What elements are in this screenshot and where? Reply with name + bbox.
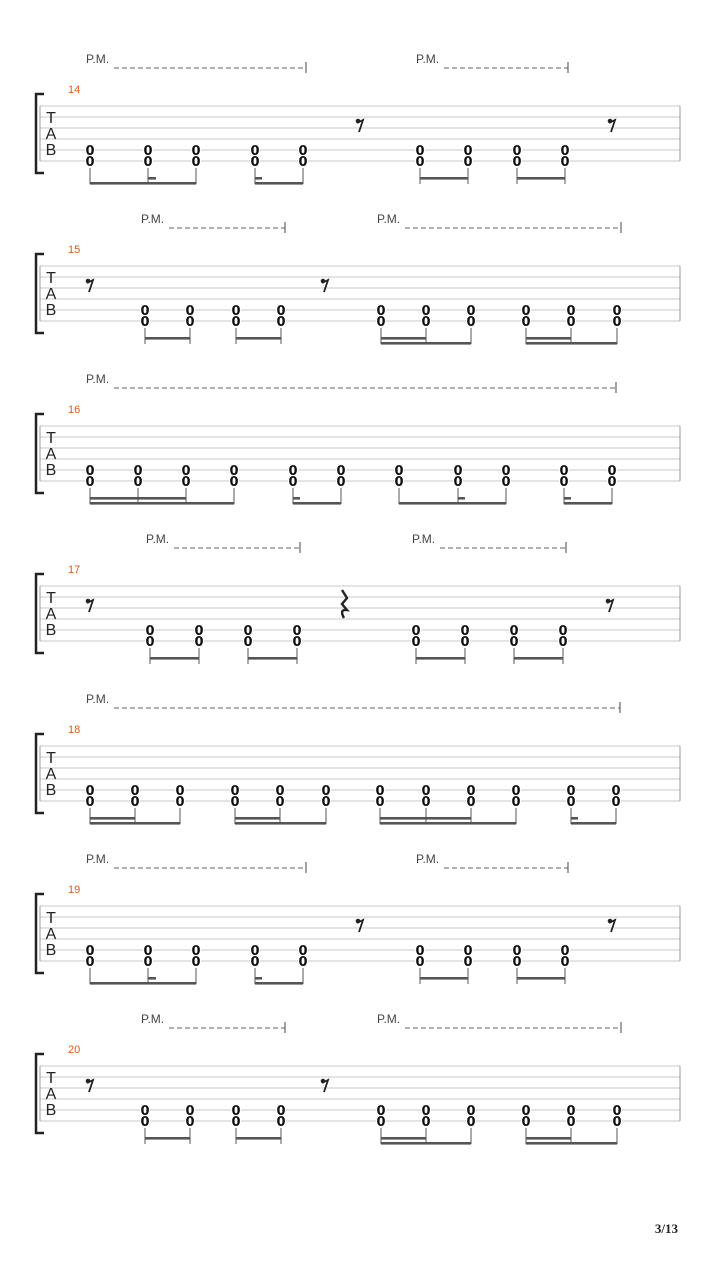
tab-clef-b: B bbox=[45, 1102, 57, 1119]
tab-clef-a: A bbox=[45, 1086, 57, 1103]
beam-secondary bbox=[145, 337, 190, 340]
fret-number: 0 bbox=[231, 315, 241, 330]
fret-number: 0 bbox=[612, 1104, 622, 1119]
fret-number: 0 bbox=[558, 624, 568, 639]
fret-number: 0 bbox=[276, 315, 286, 330]
fret-number: 0 bbox=[376, 1104, 386, 1119]
fret-number: 0 bbox=[185, 304, 195, 319]
eighth-rest-stem bbox=[87, 280, 93, 292]
beam-group bbox=[394, 463, 511, 505]
beam-primary bbox=[381, 1142, 471, 1145]
fret-number: 0 bbox=[501, 475, 511, 490]
beam-secondary bbox=[145, 1137, 190, 1140]
fret-number: 0 bbox=[375, 784, 385, 799]
beam-primary bbox=[381, 342, 471, 345]
palm-mute-label: P.M. bbox=[416, 52, 440, 66]
fret-number: 0 bbox=[566, 304, 576, 319]
fret-number: 0 bbox=[292, 635, 302, 650]
palm-mute-label: P.M. bbox=[86, 852, 110, 866]
measure-number: 14 bbox=[68, 84, 81, 96]
fret-number: 0 bbox=[321, 795, 331, 810]
fret-number: 0 bbox=[185, 1115, 195, 1130]
beam-primary bbox=[526, 342, 617, 345]
beam-secondary bbox=[526, 337, 571, 340]
beam-group bbox=[85, 943, 201, 985]
beam-group bbox=[566, 783, 621, 825]
palm-mute-label: P.M. bbox=[86, 372, 110, 386]
beam-secondary bbox=[526, 1137, 571, 1140]
beam-group bbox=[250, 943, 308, 985]
beam-secondary bbox=[420, 977, 468, 980]
fret-number: 0 bbox=[511, 795, 521, 810]
eighth-rest bbox=[86, 1079, 93, 1092]
beam-group bbox=[521, 303, 622, 345]
fret-number: 0 bbox=[336, 464, 346, 479]
fret-number: 0 bbox=[298, 155, 308, 170]
fret-number: 0 bbox=[376, 1115, 386, 1130]
beam-group bbox=[509, 623, 568, 664]
fret-number: 0 bbox=[453, 464, 463, 479]
palm-mute-label: P.M. bbox=[141, 212, 165, 226]
tab-clef-b: B bbox=[45, 782, 57, 799]
fret-number: 0 bbox=[143, 155, 153, 170]
beam-group bbox=[415, 143, 473, 184]
fret-number: 0 bbox=[463, 955, 473, 970]
palm-mute-label: P.M. bbox=[416, 852, 440, 866]
fret-number: 0 bbox=[415, 144, 425, 159]
beam-secondary bbox=[235, 817, 280, 820]
fret-number: 0 bbox=[394, 464, 404, 479]
beam-group bbox=[411, 623, 470, 664]
fret-number: 0 bbox=[415, 944, 425, 959]
fret-number: 0 bbox=[566, 784, 576, 799]
fret-number: 0 bbox=[612, 304, 622, 319]
palm-mute-label: P.M. bbox=[377, 212, 401, 226]
beam-group bbox=[230, 783, 331, 825]
beam-primary bbox=[571, 822, 616, 825]
fret-number: 0 bbox=[394, 475, 404, 490]
eighth-rest bbox=[356, 119, 363, 132]
fret-number: 0 bbox=[276, 304, 286, 319]
fret-number: 0 bbox=[612, 315, 622, 330]
beam-group bbox=[231, 303, 286, 344]
fret-number: 0 bbox=[230, 795, 240, 810]
fret-number: 0 bbox=[231, 304, 241, 319]
fret-number: 0 bbox=[288, 475, 298, 490]
beam-group bbox=[559, 463, 617, 505]
beam-group bbox=[375, 783, 521, 825]
fret-number: 0 bbox=[512, 144, 522, 159]
fret-number: 0 bbox=[521, 1115, 531, 1130]
tab-system bbox=[36, 532, 680, 664]
eighth-rest-stem bbox=[322, 1080, 328, 1092]
tab-system bbox=[36, 1012, 680, 1145]
eighth-rest-stem bbox=[322, 280, 328, 292]
fret-number: 0 bbox=[276, 1104, 286, 1119]
beam-group bbox=[85, 783, 185, 825]
fret-number: 0 bbox=[376, 304, 386, 319]
page-number: 3/13 bbox=[654, 1221, 678, 1236]
fret-number: 0 bbox=[411, 635, 421, 650]
fret-number: 0 bbox=[611, 795, 621, 810]
tab-clef-a: A bbox=[45, 126, 57, 143]
fret-number: 0 bbox=[512, 944, 522, 959]
fret-number: 0 bbox=[466, 304, 476, 319]
fret-number: 0 bbox=[130, 784, 140, 799]
palm-mute-label: P.M. bbox=[86, 692, 110, 706]
fret-number: 0 bbox=[298, 144, 308, 159]
fret-number: 0 bbox=[411, 624, 421, 639]
eighth-rest bbox=[86, 599, 93, 612]
fret-number: 0 bbox=[181, 464, 191, 479]
fret-number: 0 bbox=[250, 155, 260, 170]
fret-number: 0 bbox=[85, 955, 95, 970]
tab-clef-b: B bbox=[45, 462, 57, 479]
fret-number: 0 bbox=[415, 955, 425, 970]
fret-number: 0 bbox=[421, 795, 431, 810]
fret-number: 0 bbox=[375, 795, 385, 810]
fret-number: 0 bbox=[453, 475, 463, 490]
tab-system bbox=[36, 52, 680, 185]
fret-number: 0 bbox=[509, 624, 519, 639]
beam-secondary bbox=[255, 977, 262, 980]
fret-number: 0 bbox=[463, 155, 473, 170]
fret-number: 0 bbox=[566, 795, 576, 810]
fret-number: 0 bbox=[175, 784, 185, 799]
fret-number: 0 bbox=[133, 464, 143, 479]
tab-system bbox=[36, 852, 680, 985]
tab-clef-t: T bbox=[46, 910, 56, 927]
beam-secondary bbox=[255, 177, 262, 180]
fret-number: 0 bbox=[521, 304, 531, 319]
beam-secondary bbox=[236, 337, 281, 340]
beam-group bbox=[85, 143, 201, 185]
fret-number: 0 bbox=[85, 944, 95, 959]
beam-secondary bbox=[148, 977, 156, 980]
fret-number: 0 bbox=[611, 784, 621, 799]
fret-number: 0 bbox=[521, 1104, 531, 1119]
beam-secondary bbox=[148, 177, 156, 180]
beam-secondary bbox=[517, 977, 565, 980]
tab-system bbox=[36, 212, 680, 345]
tab-clef-t: T bbox=[46, 430, 56, 447]
beam-primary bbox=[380, 822, 516, 825]
fret-number: 0 bbox=[421, 315, 431, 330]
beam-group bbox=[250, 143, 308, 185]
eighth-rest-stem bbox=[87, 600, 93, 612]
fret-number: 0 bbox=[466, 784, 476, 799]
eighth-rest bbox=[608, 119, 615, 132]
fret-number: 0 bbox=[460, 624, 470, 639]
beam-primary bbox=[90, 982, 196, 985]
beam-secondary bbox=[380, 817, 471, 820]
fret-number: 0 bbox=[607, 475, 617, 490]
beam-secondary bbox=[293, 497, 300, 500]
beam-group bbox=[376, 303, 476, 345]
eighth-rest-stem bbox=[87, 1080, 93, 1092]
tab-clef-a: A bbox=[45, 766, 57, 783]
beam-secondary bbox=[236, 1137, 281, 1140]
fret-number: 0 bbox=[466, 1115, 476, 1130]
beam-secondary bbox=[514, 657, 563, 660]
fret-number: 0 bbox=[463, 144, 473, 159]
measure-number: 19 bbox=[68, 884, 81, 896]
fret-number: 0 bbox=[460, 635, 470, 650]
fret-number: 0 bbox=[143, 955, 153, 970]
beam-primary bbox=[90, 822, 180, 825]
beam-group bbox=[512, 943, 570, 984]
fret-number: 0 bbox=[140, 304, 150, 319]
fret-number: 0 bbox=[230, 784, 240, 799]
eighth-rest bbox=[606, 599, 613, 612]
beam-primary bbox=[255, 982, 303, 985]
fret-number: 0 bbox=[229, 464, 239, 479]
beam-group bbox=[140, 1103, 195, 1144]
fret-number: 0 bbox=[511, 784, 521, 799]
fret-number: 0 bbox=[191, 144, 201, 159]
fret-number: 0 bbox=[140, 1104, 150, 1119]
beam-group bbox=[145, 623, 204, 664]
beam-secondary bbox=[517, 177, 565, 180]
fret-number: 0 bbox=[140, 315, 150, 330]
fret-number: 0 bbox=[421, 784, 431, 799]
quarter-rest bbox=[342, 590, 347, 618]
fret-number: 0 bbox=[560, 955, 570, 970]
fret-number: 0 bbox=[566, 1104, 576, 1119]
fret-number: 0 bbox=[181, 475, 191, 490]
fret-number: 0 bbox=[85, 475, 95, 490]
fret-number: 0 bbox=[85, 795, 95, 810]
tab-clef-t: T bbox=[46, 110, 56, 127]
fret-number: 0 bbox=[185, 315, 195, 330]
tab-clef-b: B bbox=[45, 622, 57, 639]
beam-primary bbox=[90, 502, 234, 505]
fret-number: 0 bbox=[421, 304, 431, 319]
fret-number: 0 bbox=[512, 955, 522, 970]
fret-number: 0 bbox=[466, 795, 476, 810]
beam-primary bbox=[255, 182, 303, 185]
beam-secondary bbox=[90, 817, 135, 820]
palm-mute-label: P.M. bbox=[377, 1012, 401, 1026]
fret-number: 0 bbox=[558, 635, 568, 650]
fret-number: 0 bbox=[229, 475, 239, 490]
measure-number: 18 bbox=[68, 724, 81, 736]
fret-number: 0 bbox=[250, 144, 260, 159]
eighth-rest bbox=[356, 919, 363, 932]
fret-number: 0 bbox=[566, 315, 576, 330]
beam-secondary bbox=[150, 657, 199, 660]
fret-number: 0 bbox=[559, 475, 569, 490]
fret-number: 0 bbox=[521, 315, 531, 330]
beam-secondary bbox=[90, 497, 186, 500]
fret-number: 0 bbox=[250, 955, 260, 970]
fret-number: 0 bbox=[501, 464, 511, 479]
tab-clef-b: B bbox=[45, 142, 57, 159]
beam-primary bbox=[526, 1142, 617, 1145]
beam-group bbox=[376, 1103, 476, 1145]
beam-group bbox=[512, 143, 570, 184]
fret-number: 0 bbox=[143, 944, 153, 959]
fret-number: 0 bbox=[560, 155, 570, 170]
palm-mute-label: P.M. bbox=[86, 52, 110, 66]
fret-number: 0 bbox=[175, 795, 185, 810]
palm-mute-label: P.M. bbox=[412, 532, 436, 546]
fret-number: 0 bbox=[566, 1115, 576, 1130]
eighth-rest-stem bbox=[357, 120, 363, 132]
fret-number: 0 bbox=[512, 155, 522, 170]
fret-number: 0 bbox=[509, 635, 519, 650]
beam-group bbox=[140, 303, 195, 344]
eighth-rest bbox=[321, 279, 328, 292]
beam-primary bbox=[293, 502, 341, 505]
fret-number: 0 bbox=[336, 475, 346, 490]
fret-number: 0 bbox=[560, 944, 570, 959]
tab-system bbox=[36, 692, 680, 825]
beam-group bbox=[243, 623, 302, 664]
palm-mute-label: P.M. bbox=[141, 1012, 165, 1026]
tab-clef-a: A bbox=[45, 286, 57, 303]
measure-number: 16 bbox=[68, 404, 81, 416]
beam-primary bbox=[399, 502, 506, 505]
eighth-rest bbox=[321, 1079, 328, 1092]
fret-number: 0 bbox=[276, 1115, 286, 1130]
tab-clef-a: A bbox=[45, 926, 57, 943]
fret-number: 0 bbox=[298, 955, 308, 970]
measure-number: 20 bbox=[68, 1044, 81, 1056]
beam-secondary bbox=[416, 657, 465, 660]
beam-secondary bbox=[564, 497, 571, 500]
measure-number: 15 bbox=[68, 244, 81, 256]
fret-number: 0 bbox=[140, 1115, 150, 1130]
fret-number: 0 bbox=[421, 1104, 431, 1119]
fret-number: 0 bbox=[85, 144, 95, 159]
fret-number: 0 bbox=[415, 155, 425, 170]
tab-clef-t: T bbox=[46, 1070, 56, 1087]
fret-number: 0 bbox=[243, 624, 253, 639]
palm-mute-label: P.M. bbox=[146, 532, 170, 546]
fret-number: 0 bbox=[85, 784, 95, 799]
beam-secondary bbox=[248, 657, 297, 660]
eighth-rest bbox=[86, 279, 93, 292]
beam-primary bbox=[90, 182, 196, 185]
fret-number: 0 bbox=[185, 1104, 195, 1119]
fret-number: 0 bbox=[145, 624, 155, 639]
beam-secondary bbox=[571, 817, 578, 820]
eighth-rest-stem bbox=[609, 920, 615, 932]
eighth-rest-stem bbox=[609, 120, 615, 132]
fret-number: 0 bbox=[560, 144, 570, 159]
tab-clef-t: T bbox=[46, 750, 56, 767]
tab-clef-b: B bbox=[45, 942, 57, 959]
beam-group bbox=[85, 463, 239, 505]
tab-clef-a: A bbox=[45, 446, 57, 463]
beam-group bbox=[231, 1103, 286, 1144]
fret-number: 0 bbox=[143, 144, 153, 159]
eighth-rest bbox=[608, 919, 615, 932]
beam-group bbox=[415, 943, 473, 984]
fret-number: 0 bbox=[85, 464, 95, 479]
fret-number: 0 bbox=[250, 944, 260, 959]
fret-number: 0 bbox=[231, 1104, 241, 1119]
beam-group bbox=[521, 1103, 622, 1145]
fret-number: 0 bbox=[275, 795, 285, 810]
fret-number: 0 bbox=[133, 475, 143, 490]
fret-number: 0 bbox=[288, 464, 298, 479]
fret-number: 0 bbox=[191, 944, 201, 959]
fret-number: 0 bbox=[321, 784, 331, 799]
fret-number: 0 bbox=[292, 624, 302, 639]
tab-clef-t: T bbox=[46, 270, 56, 287]
fret-number: 0 bbox=[376, 315, 386, 330]
tab-clef-a: A bbox=[45, 606, 57, 623]
beam-secondary bbox=[420, 177, 468, 180]
fret-number: 0 bbox=[85, 155, 95, 170]
eighth-rest-stem bbox=[357, 920, 363, 932]
fret-number: 0 bbox=[421, 1115, 431, 1130]
fret-number: 0 bbox=[612, 1115, 622, 1130]
fret-number: 0 bbox=[194, 624, 204, 639]
beam-secondary bbox=[381, 337, 426, 340]
fret-number: 0 bbox=[275, 784, 285, 799]
fret-number: 0 bbox=[463, 944, 473, 959]
measure-number: 17 bbox=[68, 564, 81, 576]
fret-number: 0 bbox=[466, 1104, 476, 1119]
fret-number: 0 bbox=[298, 944, 308, 959]
fret-number: 0 bbox=[194, 635, 204, 650]
fret-number: 0 bbox=[191, 155, 201, 170]
fret-number: 0 bbox=[231, 1115, 241, 1130]
tab-clef-t: T bbox=[46, 590, 56, 607]
tab-system bbox=[36, 372, 680, 505]
beam-primary bbox=[564, 502, 612, 505]
tab-clef-b: B bbox=[45, 302, 57, 319]
beam-secondary bbox=[458, 497, 465, 500]
fret-number: 0 bbox=[559, 464, 569, 479]
fret-number: 0 bbox=[191, 955, 201, 970]
fret-number: 0 bbox=[243, 635, 253, 650]
fret-number: 0 bbox=[607, 464, 617, 479]
beam-group bbox=[288, 463, 346, 505]
fret-number: 0 bbox=[130, 795, 140, 810]
beam-secondary bbox=[381, 1137, 426, 1140]
fret-number: 0 bbox=[145, 635, 155, 650]
eighth-rest-stem bbox=[607, 600, 613, 612]
beam-primary bbox=[235, 822, 326, 825]
fret-number: 0 bbox=[466, 315, 476, 330]
